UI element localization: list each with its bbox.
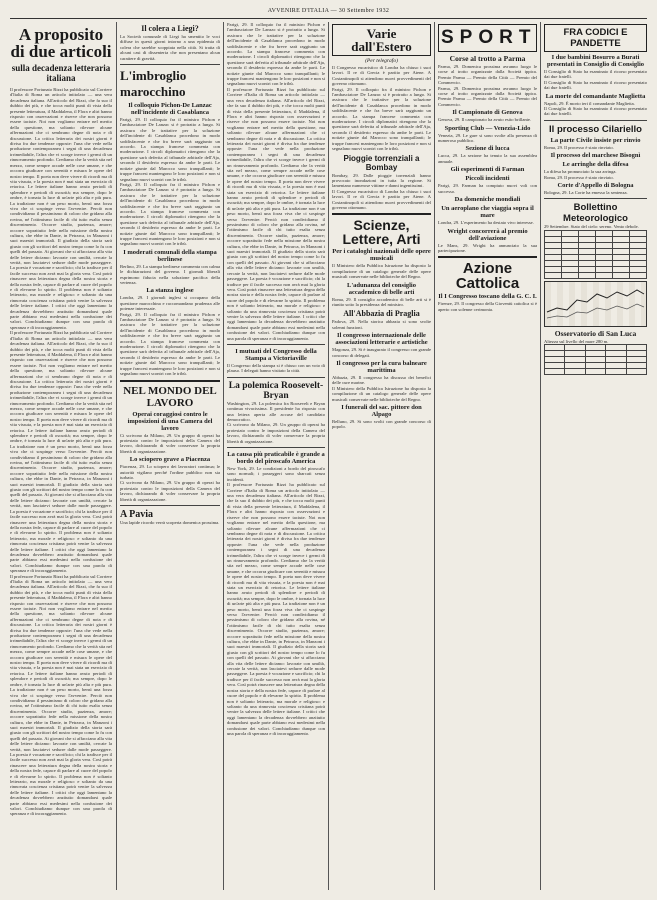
masthead-center: AVVENIRE D'ITALIA — 30 Settembre 1932: [267, 8, 390, 14]
headline: Da domeniche mondiali: [454, 196, 521, 204]
subheadline: Le arringhe della difesa: [562, 161, 629, 169]
article-subtitle: sulla decadenza letteraria italiana: [11, 63, 111, 83]
article-body: Parigi, 29. Il colloquio fra il ministro Pichon e l'ambasciatore De Lanzac si è protratto a lungo. Si assicura che le trattative per la soluzione dell'incidente di Casablanca procedono in modo soddisfacente e che fra breve sarà raggiunto un accordo. La stampa francese commenta con moderazione. I circoli diplomatici ritengono che la questione sarà deferita al tribunale arbitrale dell'Aja, secondo il desiderio espresso da ambe le parti. Le notizie giunte dal Marocco sono tranquillanti; le truppe francesi mantengono le loro posizioni e non si segnalano nuovi scontri con le tribù.: [227, 22, 325, 87]
article-title: A proposito di due articoli: [10, 25, 112, 61]
article-body: Napoli, 29. È morto ieri il comandante Maglietta.: [544, 100, 635, 106]
headline: Bollettino Meteorologico: [563, 202, 628, 225]
section-title: NEL MONDO DEL LAVORO: [123, 384, 217, 409]
section-title: FRA CODICI E PANDETTE: [544, 24, 647, 52]
headline: Corte d'Appello di Bologna: [557, 182, 634, 190]
subheadline: Operai coraggiosi contro le imposizioni di una Camera del lavoro: [127, 410, 213, 432]
column-1: [10, 22, 112, 892]
headline: Un aeroplano che viaggia sopra il mare: [441, 205, 534, 220]
article-body: Parigi, 29. Farman ha compiuto nuovi voli con successo.: [438, 183, 537, 194]
article-body: Bologna, 29. La Corte ha emesso la sentenza.: [544, 190, 628, 196]
article-body: Belluno, 29. Si sono svolti con grande concorso di popolo.: [332, 419, 431, 430]
article-body: Londra, 29. L'esperimento ha destato vivo interesse.: [438, 220, 534, 226]
column-rule: [116, 22, 117, 890]
article-body: Le Mans, 29. Wright ha annunciato la sua partecipazione.: [438, 242, 537, 253]
section-title: Scienze, Lettere, Arti: [342, 217, 421, 248]
headline: Il processo Cilariello: [549, 123, 642, 135]
article-body: Il Consiglio di Stato ha esaminato il ricorso presentato dai due fratelli.: [544, 69, 647, 80]
article-body: Washington, 29. La polemica fra Roosevelt e Bryan continua vivacissima. Il presidente ha risposto con una lettera aperta alle accuse del candidato democratico.: [227, 400, 325, 422]
sport-banner: [438, 24, 537, 52]
article-body: Altezza sul livello del mare 280 m.: [544, 338, 609, 344]
weather-chart-graphic: [545, 282, 646, 324]
article-body: Roma, 29. Il consiglio accademico di belle arti si è riunito sotto la presidenza del ministro.: [332, 296, 431, 307]
headline: A Pavia: [120, 508, 154, 520]
article-body: Il Congresso eucaristico di Londra ha chiuso i suoi lavori. Il re di Grecia è partito per Atene. A Costantinopoli si attendono nuovi provvedimenti del governo ottomano.: [332, 65, 431, 87]
section-title: Azione Cattolica: [455, 260, 520, 293]
headline: I moderati comunali della stampa berlinese: [123, 248, 217, 263]
headline: Il processo del marchese Bisognì: [550, 152, 641, 160]
article-body: Berlino, 29. La stampa berlinese commenta con calma le dichiarazioni del governo. I giornali liberali esprimono fiducia nella soluzione pacifica della vertenza.: [120, 263, 220, 285]
headline: Sezione di lucca: [465, 145, 510, 153]
article-body: Venezia, 29. Le gare si sono svolte alla presenza di numeroso pubblico.: [438, 132, 537, 144]
article-body-continued: Il Consiglio di Stato ha esaminato il ricorso presentato dai due fratelli.: [544, 106, 647, 117]
weather-table: [544, 230, 647, 279]
headline: La stanza inglese: [146, 287, 194, 295]
column-5: [438, 22, 537, 892]
section-title: Varie dall'Estero: [332, 24, 431, 56]
article-body: Il Congresso della stampa si è chiuso con un voto di plauso. I delegati hanno visitato la città.: [227, 362, 325, 374]
article-body-continued: Ci scrivono da Milano, 29. Un gruppo di operai ha protestato contro le imposizioni della Camera del lavoro, dichiarando di voler conservare la propria libertà di organizzazione.: [227, 422, 325, 444]
subheadline: Il I Congresso toscano della G. C. I.: [438, 293, 537, 301]
headline: Osservatorio di San Luca: [554, 328, 637, 338]
weather-chart: [544, 281, 647, 327]
headline: Lo sciopero grave a Piacenza: [129, 456, 211, 464]
article-body: 29 Settembre. Stato del cielo: sereno. Vento debole.: [544, 224, 639, 230]
headline: Il Campionato di Genova: [452, 109, 523, 117]
headline: Il congresso internazionale delle associazioni letterarie e artistiche: [335, 332, 428, 347]
column-rule: [328, 22, 329, 890]
article-body-continued: Il professore Fortunato Rizzi ha pubblicato sul Corriere d'Italia di Roma un articolo intitolato — una vera decadenza italiana. All'articolo del Rizzi, che fa suo il dubbio dei più, e che tocca molti punti di vista della presente letteratura, il Maddalena, il Flora e altri hanno risposto con osservazioni e riserve che non possono essere taciute. Noi non vogliamo entrare nel merito della questione, ma soltanto rilevare alcune affermazioni che ci sembrano degne di nota e di discussione. La critica letteraria dei nostri giorni è divisa fra due tendenze opposte: l'una che vede nella produzione contemporanea i segni di una decadenza irrimediabile, l'altra che vi scorge invece i germi di un rinnovamento profondo. Crediamo che la verità stia nel mezzo, come sempre accade nelle cose umane, e che occorra giudicare con serenità e misura le opere del nostro tempo. Il poeta non deve vivere di ricordi ma di vita vissuta, e la poesia non è mai stata un esercizio di retorica. Le lettere italiane hanno avuto periodi di splendore e periodi di oscurità; ma sempre, dopo le ombre, è tornata la luce di un'arte più alta e più pura. La tradizione non è un peso morto, bensì una forza viva che ci sospinge verso l'avvenire. Perciò non condividiamo il pessimismo di coloro che gridano alla rovina, né l'ottimismo facile di chi tutto esalta senza discernimento. Occorre studio, pazienza, amore; occorre soprattutto fede nella missione della nostra cultura, che ebbe in Dante, in Petrarca, in Manzoni i suoi maestri immortali. Il giudizio della storia sarà giusto con gli scrittori del nostro tempo come lo fu con quelli del passato. Ai giovani che si affacciano alla vita delle lettere diciamo: lavorate con umiltà, cercate la verità, non lasciatevi sedurre dalle mode passeggere. La poesia è vocazione e sacrificio; chi la tradisce per il facile successo non avrà mai la gloria vera. Così potrà rinascere una letteratura degna della nostra storia e della nostra fede, capace di parlare al cuore del popolo e di elevarne lo spirito. Il problema non è soltanto letterario, ma morale e religioso: e soltanto da una rinnovata coscienza cristiana potrà venire la salvezza delle lettere italiane. I critici che oggi lamentano la decadenza dovrebbero anzitutto domandarsi quale parte abbiano essi medesimi nella confusione dei valori. Conchiudiamo dunque con una parola di speranza e di incoraggiamento.: [10, 330, 112, 574]
headline: I funerali del sac. pittore don Alpago: [341, 404, 422, 419]
article-body: Bombay, 29. Dalle pioggie torrenziali hanno provocato inondazioni in tutta la regione. Si lamentano numerose vittime e danni ingentissimi.: [332, 172, 431, 189]
article-body-continued: Parigi, 29. Il colloquio fra il ministro Pichon e l'ambasciatore De Lanzac si è protratto a lungo. Si assicura che le trattative per la soluzione dell'incidente di Casablanca procedono in modo soddisfacente e che fra breve sarà raggiunto un accordo. La stampa francese commenta con moderazione. I circoli diplomatici ritengono che la questione sarà deferita al tribunale arbitrale dell'Aja, secondo il desiderio espresso da ambe le parti. Le notizie giunte dal Marocco sono tranquillanti; le truppe francesi mantengono le loro posizioni e non si segnalano nuovi scontri con le tribù.: [120, 181, 220, 247]
headline: Il colera a Liegi?: [141, 24, 199, 33]
article-body-continued: Ci scrivono da Milano, 29. Un gruppo di operai ha protestato contro le imposizioni della Camera del lavoro, dichiarando di voler conservare la propria libertà di organizzazione.: [120, 480, 220, 502]
headline: La polemica Roosevelt-Bryan: [228, 380, 324, 401]
article-body: Parigi, 29. Il colloquio fra il ministro Pichon e l'ambasciatore De Lanzac si è protratto a lungo. Si assicura che le trattative per la soluzione dell'incidente di Casablanca procedono in modo soddisfacente e che fra breve sarà raggiunto un accordo. La stampa francese commenta con moderazione. I circoli diplomatici ritengono che la questione sarà deferita al tribunale arbitrale dell'Aja, secondo il desiderio espresso da ambe le parti. Le notizie giunte dal Marocco sono tranquillanti; le truppe francesi mantengono le loro posizioni e non si segnalano nuovi scontri con le tribù.: [120, 117, 220, 182]
subheadline: Per i cataloghi nazionali delle opere musicali: [332, 248, 431, 263]
headline: Sporting Club — Venezia-Lido: [444, 124, 531, 132]
article-body: Padova, 29. Nella storica abbazia si sono svolte solenni funzioni.: [332, 319, 431, 330]
article-body: La difesa ha pronunciato la sua arringa.: [544, 169, 617, 175]
headline: La morte del comandante Maglietta: [545, 92, 646, 100]
column-rule: [223, 22, 224, 890]
column-3: [227, 22, 325, 892]
article-body: Una lapide ricordo verrà scoperta domenica prossima.: [120, 519, 220, 525]
article-body-continued: Il Consiglio di Stato ha esaminato il ricorso presentato dai due fratelli.: [544, 79, 647, 91]
column-6: [544, 22, 647, 892]
section-subtitle: (Per telegrafo): [365, 58, 398, 64]
article-body: Genova, 29. Il campionato ha avuto esito brillante.: [438, 117, 532, 123]
article-body-continued: Roma, 29. Il processo è stato rinviato.: [544, 174, 614, 180]
column-4: [332, 22, 431, 892]
article-body-continued: Il Ministero della Pubblica Istruzione ha disposto la compilazione di un catalogo generale delle opere musicali conservate nelle biblioteche del Regno.: [332, 385, 431, 402]
article-body-continued: Il professore Fortunato Rizzi ha pubblicato sul Corriere d'Italia di Roma un articolo intitolato — una vera decadenza italiana. All'articolo del Rizzi, che fa suo il dubbio dei più, e che tocca molti punti di vista della presente letteratura, il Maddalena, il Flora e altri hanno risposto con osservazioni e riserve che non possono essere taciute. Noi non vogliamo entrare nel merito della questione, ma soltanto rilevare alcune affermazioni che ci sembrano degne di nota e di discussione. La critica letteraria dei nostri giorni è divisa fra due tendenze opposte: l'una che vede nella produzione contemporanea i segni di una decadenza irrimediabile, l'altra che vi scorge invece i germi di un rinnovamento profondo. Crediamo che la verità stia nel mezzo, come sempre accade nelle cose umane, e che occorra giudicare con serenità e misura le opere del nostro tempo. Il poeta non deve vivere di ricordi ma di vita vissuta, e la poesia non è mai stata un esercizio di retorica. Le lettere italiane hanno avuto periodi di splendore e periodi di oscurità; ma sempre, dopo le ombre, è tornata la luce di un'arte più alta e più pura. La tradizione non è un peso morto, bensì una forza viva che ci sospinge verso l'avvenire. Perciò non condividiamo il pessimismo di coloro che gridano alla rovina, né l'ottimismo facile di chi tutto esalta senza discernimento. Occorre studio, pazienza, amore; occorre soprattutto fede nella missione della nostra cultura, che ebbe in Dante, in Petrarca, in Manzoni i suoi maestri immortali. Il giudizio della storia sarà giusto con gli scrittori del nostro tempo come lo fu con quelli del passato. Ai giovani che si affacciano alla vita delle lettere diciamo: lavorate con umiltà, cercate la verità, non lasciatevi sedurre dalle mode passeggere. La poesia è vocazione e sacrificio; chi la tradisce per il facile successo non avrà mai la gloria vera. Così potrà rinascere una letteratura degna della nostra storia e della nostra fede, capace di parlare al cuore del popolo e di elevarne lo spirito. Il problema non è soltanto letterario, ma morale e religioso: e soltanto da una rinnovata coscienza cristiana potrà venire la salvezza delle lettere italiane. I critici che oggi lamentano la decadenza dovrebbero anzitutto domandarsi quale parte abbiano essi medesimi nella confusione dei valori. Conchiudiamo dunque con una parola di speranza e di incoraggiamento.: [10, 573, 112, 817]
article-body: Firenze, 29. Il congresso della Gioventù cattolica si è aperto con solenne cerimonia.: [438, 301, 537, 312]
column-rule: [434, 22, 435, 890]
article-body: New York, 29. Le condizioni a bordo del piroscafo sono normali; i passeggeri sono sbarcati senza incidenti.: [227, 466, 325, 482]
headline: L'imbroglio marocchino: [120, 68, 187, 100]
article-body: Il professore Fortunato Rizzi ha pubblicato sul Corriere d'Italia di Roma un articolo intitolato — una vera decadenza italiana. All'articolo del Rizzi, che fa suo il dubbio dei più, e che tocca molti punti di vista della presente letteratura, il Maddalena, il Flora e altri hanno risposto con osservazioni e riserve che non possono essere taciute. Noi non vogliamo entrare nel merito della questione, ma soltanto rilevare alcune affermazioni che ci sembrano degne di nota e di discussione. La critica letteraria dei nostri giorni è divisa fra due tendenze opposte: l'una che vede nella produzione contemporanea i segni di una decadenza irrimediabile, l'altra che vi scorge invece i germi di un rinnovamento profondo. Crediamo che la verità stia nel mezzo, come sempre accade nelle cose umane, e che occorra giudicare con serenità e misura le opere del nostro tempo. Il poeta non deve vivere di ricordi ma di vita vissuta, e la poesia non è mai stata un esercizio di retorica. Le lettere italiane hanno avuto periodi di splendore e periodi di oscurità; ma sempre, dopo le ombre, è tornata la luce di un'arte più alta e più pura. La tradizione non è un peso morto, bensì una forza viva che ci sospinge verso l'avvenire. Perciò non condividiamo il pessimismo di coloro che gridano alla rovina, né l'ottimismo facile di chi tutto esalta senza discernimento. Occorre studio, pazienza, amore; occorre soprattutto fede nella missione della nostra cultura, che ebbe in Dante, in Petrarca, in Manzoni i suoi maestri immortali. Il giudizio della storia sarà giusto con gli scrittori del nostro tempo come lo fu con quelli del passato. Ai giovani che si affacciano alla vita delle lettere diciamo: lavorate con umiltà, cercate la verità, non lasciatevi sedurre dalle mode passeggere. La poesia è vocazione e sacrificio; chi la tradisce per il facile successo non avrà mai la gloria vera. Così potrà rinascere una letteratura degna della nostra storia e della nostra fede, capace di parlare al cuore del popolo e di elevarne lo spirito. Il problema non è soltanto letterario, ma morale e religioso: e soltanto da una rinnovata coscienza cristiana potrà venire la salvezza delle lettere italiane. I critici che oggi lamentano la decadenza dovrebbero anzitutto domandarsi quale parte abbiano essi medesimi nella confusione dei valori. Conchiudiamo dunque con una parola di speranza e di incoraggiamento.: [227, 86, 325, 341]
subheadline: Il colloquio Pichon-De Lanzac nell'incidente di Casablanca: [128, 102, 212, 117]
headline: Corse al trotto a Parma: [449, 54, 526, 63]
headline: Pioggie torrenziali a Bombay: [343, 153, 420, 172]
headline: I due bambini Bosurro a Burati presentati in Consiglio di Consiglio: [546, 54, 645, 68]
column-2: [120, 22, 220, 892]
newspaper-page: [10, 6, 647, 894]
article-body: Magonza, 29. Si è inaugurato il congresso con grande concorso di delegati.: [332, 347, 431, 358]
article-body-continued: Il professore Fortunato Rizzi ha pubblicato sul Corriere d'Italia di Roma un articolo intitolato — una vera decadenza italiana. All'articolo del Rizzi, che fa suo il dubbio dei più, e che tocca molti punti di vista della presente letteratura, il Maddalena, il Flora e altri hanno risposto con osservazioni e riserve che non possono essere taciute. Noi non vogliamo entrare nel merito della questione, ma soltanto rilevare alcune affermazioni che ci sembrano degne di nota e di discussione. La critica letteraria dei nostri giorni è divisa fra due tendenze opposte: l'una che vede nella produzione contemporanea i segni di una decadenza irrimediabile, l'altra che vi scorge invece i germi di un rinnovamento profondo. Crediamo che la verità stia nel mezzo, come sempre accade nelle cose umane, e che occorra giudicare con serenità e misura le opere del nostro tempo. Il poeta non deve vivere di ricordi ma di vita vissuta, e la poesia non è mai stata un esercizio di retorica. Le lettere italiane hanno avuto periodi di splendore e periodi di oscurità; ma sempre, dopo le ombre, è tornata la luce di un'arte più alta e più pura. La tradizione non è un peso morto, bensì una forza viva che ci sospinge verso l'avvenire. Perciò non condividiamo il pessimismo di coloro che gridano alla rovina, né l'ottimismo facile di chi tutto esalta senza discernimento. Occorre studio, pazienza, amore; occorre soprattutto fede nella missione della nostra cultura, che ebbe in Dante, in Petrarca, in Manzoni i suoi maestri immortali. Il giudizio della storia sarà giusto con gli scrittori del nostro tempo come lo fu con quelli del passato. Ai giovani che si affacciano alla vita delle lettere diciamo: lavorate con umiltà, cercate la verità, non lasciatevi sedurre dalle mode passeggere. La poesia è vocazione e sacrificio; chi la tradisce per il facile successo non avrà mai la gloria vera. Così potrà rinascere una letteratura degna della nostra storia e della nostra fede, capace di parlare al cuore del popolo e di elevarne lo spirito. Il problema non è soltanto letterario, ma morale e religioso: e soltanto da una rinnovata coscienza cristiana potrà venire la salvezza delle lettere italiane. I critici che oggi lamentano la decadenza dovrebbero anzitutto domandarsi quale parte abbiano essi medesimi nella confusione dei valori. Conchiudiamo dunque con una parola di speranza e di incoraggiamento.: [227, 482, 325, 736]
headline: Wright concorrerà al premio dell'aviazione: [447, 227, 528, 242]
headline: All'Abbazia di Praglia: [343, 309, 420, 319]
subheadline: La parte Civile insiste per rinvio: [550, 136, 641, 144]
column-rule: [540, 22, 541, 890]
article-body: Piacenza, 29. Lo sciopero dei lavoratori continua; le autorità vigilano perché l'ordine pubblico non sia turbato.: [120, 464, 220, 480]
article-body-continued: Il Congresso eucaristico di Londra ha chiuso i suoi lavori. Il re di Grecia è partito per Atene. A Costantinopoli si attendono nuovi provvedimenti del governo ottomano.: [332, 188, 431, 210]
article-body: Ci scrivono da Milano, 29. Un gruppo di operai ha protestato contro le imposizioni della Camera del lavoro, dichiarando di voler conservare la propria libertà di organizzazione.: [120, 432, 220, 454]
observatory-table: [544, 344, 647, 375]
article-body: Il professore Fortunato Rizzi ha pubblicato sul Corriere d'Italia di Roma un articolo intitolato — una vera decadenza italiana. All'articolo del Rizzi, che fa suo il dubbio dei più, e che tocca molti punti di vista della presente letteratura, il Maddalena, il Flora e altri hanno risposto con osservazioni e riserve che non possono essere taciute. Noi non vogliamo entrare nel merito della questione, ma soltanto rilevare alcune affermazioni che ci sembrano degne di nota e di discussione. La critica letteraria dei nostri giorni è divisa fra due tendenze opposte: l'una che vede nella produzione contemporanea i segni di una decadenza irrimediabile, l'altra che vi scorge invece i germi di un rinnovamento profondo. Crediamo che la verità stia nel mezzo, come sempre accade nelle cose umane, e che occorra giudicare con serenità e misura le opere del nostro tempo. Il poeta non deve vivere di ricordi ma di vita vissuta, e la poesia non è mai stata un esercizio di retorica. Le lettere italiane hanno avuto periodi di splendore e periodi di oscurità; ma sempre, dopo le ombre, è tornata la luce di un'arte più alta e più pura. La tradizione non è un peso morto, bensì una forza viva che ci sospinge verso l'avvenire. Perciò non condividiamo il pessimismo di coloro che gridano alla rovina, né l'ottimismo facile di chi tutto esalta senza discernimento. Occorre studio, pazienza, amore; occorre soprattutto fede nella missione della nostra cultura, che ebbe in Dante, in Petrarca, in Manzoni i suoi maestri immortali. Il giudizio della storia sarà giusto con gli scrittori del nostro tempo come lo fu con quelli del passato. Ai giovani che si affacciano alla vita delle lettere diciamo: lavorate con umiltà, cercate la verità, non lasciatevi sedurre dalle mode passeggere. La poesia è vocazione e sacrificio; chi la tradisce per il facile successo non avrà mai la gloria vera. Così potrà rinascere una letteratura degna della nostra storia e della nostra fede, capace di parlare al cuore del popolo e di elevarne lo spirito. Il problema non è soltanto letterario, ma morale e religioso: e soltanto da una rinnovata coscienza cristiana potrà venire la salvezza delle lettere italiane. I critici che oggi lamentano la decadenza dovrebbero anzitutto domandarsi quale parte abbiano essi medesimi nella confusione dei valori. Conchiudiamo dunque con una parola di speranza e di incoraggiamento.: [10, 87, 112, 330]
subheadline: Piccoli incidenti: [465, 175, 510, 183]
article-body: Parma, 29. Domenica prossima avranno luogo le corse al trotto organizzate dalla Società ippica. Premio Parma — Premio della Città — Premio del Commercio.: [438, 64, 537, 86]
headline: I mutuati del Congresso della Stampa a Victoriaville: [235, 347, 317, 362]
article-body: Roma, 29. Il processo è stato rinviato.: [544, 144, 614, 150]
article-body: Lucca, 29. La sezione ha tenuto la sua assemblea annuale.: [438, 153, 537, 164]
article-body: La Società comunale di Liegi ha smentito le voci diffuse in questi giorni intorno a una epidemia di colera che sarebbe scoppiata nella città. Si tratta di alcuni casi di dissenteria che non presentano alcun carattere di gravità.: [120, 34, 220, 61]
article-body-continued: Parigi, 29. Il colloquio fra il ministro Pichon e l'ambasciatore De Lanzac si è protratto a lungo. Si assicura che le trattative per la soluzione dell'incidente di Casablanca procedono in modo soddisfacente e che fra breve sarà raggiunto un accordo. La stampa francese commenta con moderazione. I circoli diplomatici ritengono che la questione sarà deferita al tribunale arbitrale dell'Aja, secondo il desiderio espresso da ambe le parti. Le notizie giunte dal Marocco sono tranquillanti; le truppe francesi mantengono le loro posizioni e non si segnalano nuovi scontri con le tribù.: [120, 311, 220, 377]
article-body: Abbazia, 29. Il congresso ha discusso dei benefici delle cure marine.: [332, 375, 431, 386]
masthead: [10, 6, 647, 19]
section-title: SPORT: [441, 27, 537, 48]
article-body-continued: Parigi, 29. Il colloquio fra il ministro Pichon e l'ambasciatore De Lanzac si è protratto a lungo. Si assicura che le trattative per la soluzione dell'incidente di Casablanca procedono in modo soddisfacente e che fra breve sarà raggiunto un accordo. La stampa francese commenta con moderazione. I circoli diplomatici ritengono che la questione sarà deferita al tribunale arbitrale dell'Aja, secondo il desiderio espresso da ambe le parti. Le notizie giunte dal Marocco sono tranquillanti; le truppe francesi mantengono le loro posizioni e non si segnalano nuovi scontri con le tribù.: [332, 86, 431, 152]
headline: L'adunanza del consiglio accademico di belle arti: [347, 281, 416, 296]
headline: Gli esperimenti di Farman: [450, 166, 525, 174]
article-body: Il Ministero della Pubblica Istruzione ha disposto la compilazione di un catalogo generale delle opere musicali conservate nelle biblioteche del Regno.: [332, 263, 431, 280]
headline: La causa più praticabile è grande a bordo del piroscafo America: [227, 451, 325, 466]
article-body: Londra, 29. I giornali inglesi si occupano della questione marocchina e raccomandano prudenza alle potenze interessate.: [120, 295, 220, 312]
headline: Il congresso per la cura balneare marittima: [336, 360, 427, 374]
article-body-continued: Parma, 29. Domenica prossima avranno luogo le corse al trotto organizzate dalla Società ippica. Premio Parma — Premio della Città — Premio del Commercio.: [438, 85, 537, 107]
